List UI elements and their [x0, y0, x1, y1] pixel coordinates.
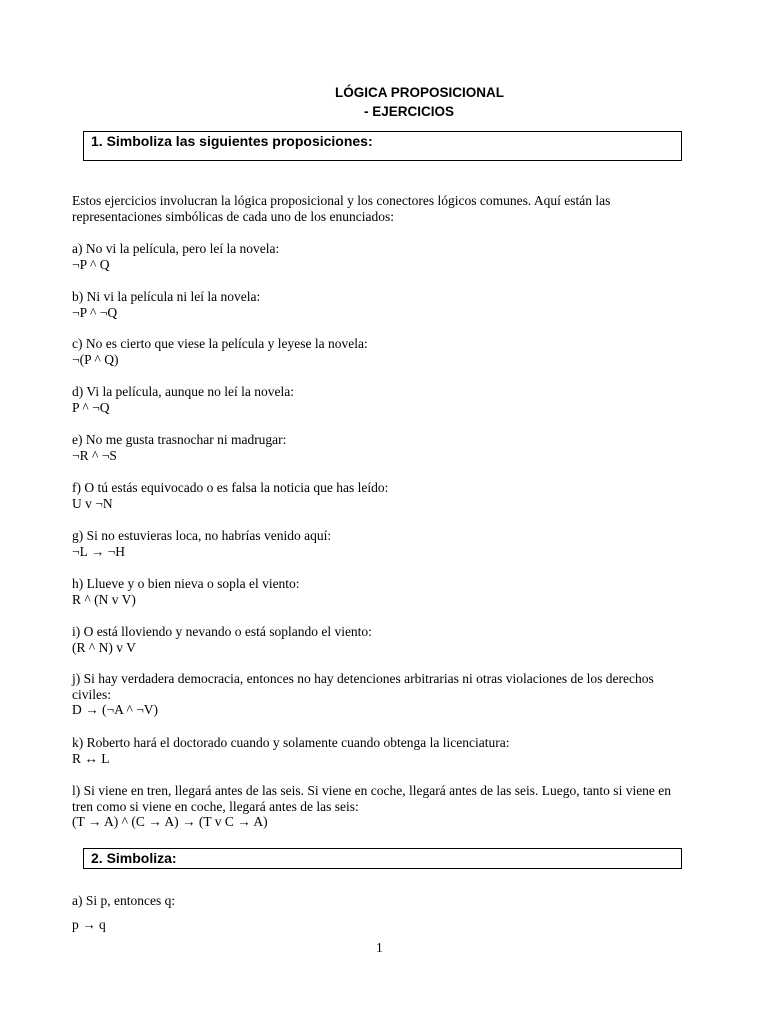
exercise-symbol: R ↔ L	[72, 750, 110, 766]
exercise-l	[72, 783, 692, 830]
section-1-heading: 1. Simboliza las siguientes proposiciones:	[83, 131, 682, 161]
section-1-intro: Estos ejercicios involucran la lógica proposicional y los conectores lógicos comunes. Aquí están las representaciones simbólicas de cada uno de los enunciados:	[72, 193, 611, 224]
section-2-heading: 2. Simboliza:	[83, 848, 682, 869]
exercise-h	[72, 576, 692, 607]
exercise-k	[72, 735, 692, 766]
exercise-symbol: ¬P ^ Q	[72, 256, 110, 272]
exercise-e	[72, 432, 692, 463]
exercise-statement: f) O tú estás equivocado o es falsa la noticia que has leído:	[72, 480, 389, 495]
section-2-item-symbol: p → q	[72, 917, 106, 932]
document-title: LÓGICA PROPOSICIONAL	[335, 85, 505, 100]
exercise-symbol: ¬R ^ ¬S	[72, 447, 117, 463]
exercise-statement: b) Ni vi la película ni leí la novela:	[72, 289, 261, 304]
exercise-d	[72, 384, 692, 415]
exercise-symbol: (T → A) ^ (C → A) → (T v C → A)	[72, 814, 268, 829]
exercise-a	[72, 241, 692, 272]
exercise-symbol: ¬(P ^ Q)	[72, 351, 119, 367]
exercise-b	[72, 289, 692, 320]
section-2-item-statement: a) Si p, entonces q:	[72, 893, 176, 908]
exercise-symbol: U v ¬N	[72, 495, 113, 511]
exercise-statement: a) No vi la película, pero leí la novela:	[72, 241, 280, 256]
exercise-f	[72, 480, 692, 511]
exercise-symbol: (R ^ N) v V	[72, 639, 136, 655]
exercise-i	[72, 624, 692, 655]
exercise-symbol: P ^ ¬Q	[72, 399, 110, 415]
exercise-statement: k) Roberto hará el doctorado cuando y solamente cuando obtenga la licenciatura:	[72, 735, 510, 750]
exercise-statement: j) Si hay verdadera democracia, entonces no hay detenciones arbitrarias ni otras violaciones de los derechos civiles:	[72, 671, 654, 702]
exercise-statement: d) Vi la película, aunque no leí la novela:	[72, 384, 294, 399]
exercise-statement: i) O está lloviendo y nevando o está soplando el viento:	[72, 624, 372, 639]
exercise-symbol: D → (¬A ^ ¬V)	[72, 702, 159, 717]
exercise-g	[72, 528, 692, 559]
exercise-statement: g) Si no estuvieras loca, no habrías venido aquí:	[72, 528, 332, 543]
exercise-statement: e) No me gusta trasnochar ni madrugar:	[72, 432, 287, 447]
exercise-symbol: ¬L → ¬H	[72, 543, 125, 559]
exercise-statement: c) No es cierto que viese la película y leyese la novela:	[72, 336, 368, 351]
exercise-j	[72, 671, 692, 718]
exercise-statement: h) Llueve y o bien nieva o sopla el viento:	[72, 576, 300, 591]
exercise-c	[72, 336, 692, 367]
page-number: 1	[376, 940, 383, 955]
exercise-statement: l) Si viene en tren, llegará antes de las seis. Si viene en coche, llegará antes de las seis. Luego, tanto si viene en tren como si viene en coche, llegará antes de las seis:	[72, 783, 672, 814]
document-subtitle: - EJERCICIOS	[364, 104, 455, 119]
exercise-symbol: ¬P ^ ¬Q	[72, 304, 118, 320]
exercise-symbol: R ^ (N v V)	[72, 591, 136, 607]
